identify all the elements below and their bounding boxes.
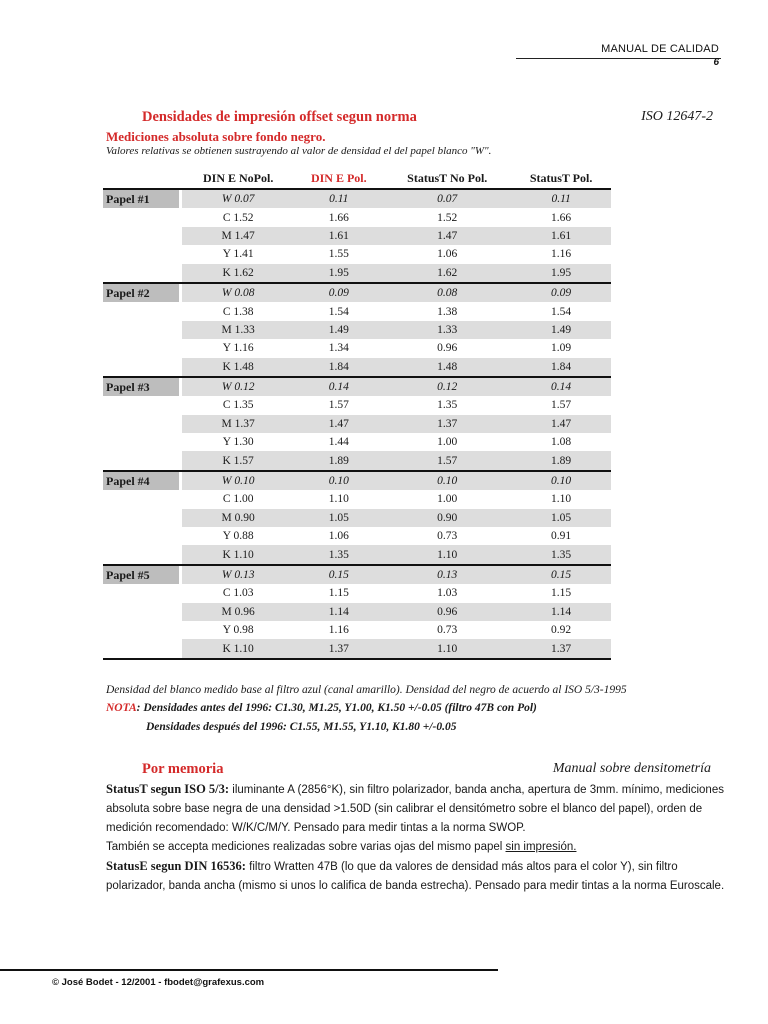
section-title: Densidades de impresión offset segun norma xyxy=(142,109,417,125)
density-cell: 1.47 xyxy=(511,415,611,433)
density-cell: 1.03 xyxy=(437,587,458,600)
paper-label-empty xyxy=(103,208,179,226)
density-cell: K 1.10 xyxy=(182,639,294,658)
sin-impresion-text: sin impresión. xyxy=(505,841,577,853)
table-row xyxy=(103,584,611,602)
density-cell: 0.14 xyxy=(511,377,611,396)
density-cell: 1.66 xyxy=(328,211,349,224)
density-cell: 0.73 xyxy=(437,530,458,543)
density-cell: 1.55 xyxy=(328,248,349,261)
density-cell: K 1.57 xyxy=(182,451,294,470)
paper-label: Papel #1 xyxy=(103,189,179,208)
density-cell: 1.57 xyxy=(383,451,511,470)
iso-reference: ISO 12647-2 xyxy=(641,109,713,124)
paper-label: Papel #2 xyxy=(103,283,179,302)
density-cell: 1.37 xyxy=(511,639,611,658)
density-cell: W 0.12 xyxy=(182,377,294,396)
note-antes-1996 xyxy=(106,702,537,714)
table-row xyxy=(103,415,611,433)
density-cell: Y 1.30 xyxy=(222,436,254,449)
density-cell: 0.92 xyxy=(551,624,572,637)
paper-label-empty xyxy=(103,639,179,658)
density-cell: W 0.08 xyxy=(182,283,294,302)
density-cell: 1.52 xyxy=(437,211,458,224)
density-cell: 0.09 xyxy=(511,283,611,302)
paper-label-empty xyxy=(103,302,179,320)
memoria-reference: Manual sobre densitometría xyxy=(552,761,711,776)
density-cell: 1.08 xyxy=(551,436,572,449)
density-cell: 1.05 xyxy=(294,509,383,527)
density-cell: 1.61 xyxy=(294,227,383,245)
paper-label-empty xyxy=(103,527,179,545)
paper-label: Papel #5 xyxy=(103,565,179,584)
density-cell: C 1.03 xyxy=(222,587,254,600)
table-row xyxy=(103,377,611,396)
paper-label-empty xyxy=(103,227,179,245)
paragraph-statust xyxy=(106,780,726,838)
density-cell: M 0.90 xyxy=(182,509,294,527)
density-cell: 0.10 xyxy=(294,471,383,490)
density-cell: 1.35 xyxy=(437,399,458,412)
density-cell: K 1.10 xyxy=(182,545,294,564)
density-cell: 1.95 xyxy=(294,264,383,283)
density-cell: 1.05 xyxy=(511,509,611,527)
paper-label-empty xyxy=(103,433,179,451)
paper-label-empty xyxy=(103,321,179,339)
paper-label-empty xyxy=(103,545,179,564)
table-row xyxy=(103,433,611,451)
table-row xyxy=(103,245,611,263)
density-cell: 1.38 xyxy=(437,305,458,318)
table-row xyxy=(103,189,611,208)
density-cell: C 1.52 xyxy=(222,211,254,224)
statust-heading: StatusT segun ISO 5/3: xyxy=(106,782,230,796)
density-cell: 0.96 xyxy=(437,342,458,355)
table-header-row xyxy=(103,168,611,189)
col-header-statust-pol: StatusT Pol. xyxy=(511,168,611,189)
statuse-text: filtro Wratten 47B (lo que da valores de densidad más altos para el color Y), sin filtro polarizador, banda ancha (mismo si unos lo califica de banda estrecha). Pensado para medir tintas a la norma Euroscale. xyxy=(106,861,725,892)
density-cell: 1.09 xyxy=(551,342,572,355)
paper-label-empty xyxy=(103,358,179,377)
density-cell: 0.15 xyxy=(511,565,611,584)
paper-label-empty xyxy=(103,603,179,621)
table-row xyxy=(103,227,611,245)
density-cell: 0.90 xyxy=(383,509,511,527)
density-cell: Y 1.41 xyxy=(222,248,254,261)
density-cell: 1.44 xyxy=(328,436,349,449)
density-cell: 1.10 xyxy=(383,639,511,658)
density-cell: 1.49 xyxy=(511,321,611,339)
density-cell: 0.96 xyxy=(383,603,511,621)
density-cell: 1.37 xyxy=(294,639,383,658)
density-cell: 1.34 xyxy=(328,342,349,355)
density-cell: 0.10 xyxy=(511,471,611,490)
density-cell: Y 1.16 xyxy=(222,342,254,355)
density-cell: 1.84 xyxy=(511,358,611,377)
table-row xyxy=(103,302,611,320)
col-header-din-e-nopol: DIN E NoPol. xyxy=(182,168,294,189)
statuse-heading: StatusE segun DIN 16536: xyxy=(106,859,246,873)
accepta-text: También se accepta mediciones realizadas sobre varias ojas del mismo papel xyxy=(106,841,506,853)
density-cell: 1.14 xyxy=(511,603,611,621)
footer-rule xyxy=(0,969,498,971)
table-row xyxy=(103,621,611,639)
memoria-title: Por memoria xyxy=(142,761,224,777)
density-cell: 1.62 xyxy=(383,264,511,283)
page-number: 6 xyxy=(713,57,719,68)
density-table xyxy=(103,168,611,660)
density-cell: 1.54 xyxy=(551,305,572,318)
density-cell: 1.37 xyxy=(383,415,511,433)
table-body xyxy=(103,189,611,659)
density-cell: 1.00 xyxy=(437,436,458,449)
density-cell: 1.57 xyxy=(551,399,572,412)
table-row xyxy=(103,603,611,621)
density-cell: 1.16 xyxy=(551,248,572,261)
table-row xyxy=(103,639,611,658)
table-row xyxy=(103,545,611,564)
density-cell: W 0.10 xyxy=(182,471,294,490)
density-cell: 1.47 xyxy=(383,227,511,245)
nota-label: NOTA xyxy=(106,702,137,714)
density-cell: M 1.37 xyxy=(182,415,294,433)
density-cell: Y 0.88 xyxy=(222,530,254,543)
note-antes-text: : Densidades antes del 1996: C1.30, M1.25, Y1.00, K1.50 +/-0.05 (filtro 47B con Pol) xyxy=(136,702,537,714)
table-row xyxy=(103,509,611,527)
paper-label-empty xyxy=(103,396,179,414)
density-cell: 1.54 xyxy=(328,305,349,318)
density-cell: 1.06 xyxy=(328,530,349,543)
density-cell: M 1.33 xyxy=(182,321,294,339)
density-cell: 1.61 xyxy=(511,227,611,245)
density-cell: 1.00 xyxy=(437,493,458,506)
density-cell: Y 0.98 xyxy=(222,624,254,637)
density-cell: 1.66 xyxy=(551,211,572,224)
memoria-body xyxy=(106,780,726,896)
density-cell: 1.15 xyxy=(328,587,349,600)
table-row xyxy=(103,451,611,470)
density-cell: 1.33 xyxy=(383,321,511,339)
density-cell: C 1.38 xyxy=(222,305,254,318)
paragraph-accepta xyxy=(106,838,726,857)
header-rule xyxy=(516,58,721,59)
density-cell: 1.49 xyxy=(294,321,383,339)
table-row xyxy=(103,471,611,490)
density-cell: W 0.07 xyxy=(182,189,294,208)
paper-label-empty xyxy=(103,415,179,433)
density-cell: 1.16 xyxy=(328,624,349,637)
density-cell: 1.84 xyxy=(294,358,383,377)
density-cell: 0.09 xyxy=(294,283,383,302)
density-cell: 1.14 xyxy=(294,603,383,621)
col-header-statust-nopol: StatusT No Pol. xyxy=(383,168,511,189)
paper-label-empty xyxy=(103,264,179,283)
section-note: Valores relativas se obtienen sustrayendo al valor de densidad el del papel blanco "W". xyxy=(106,145,492,157)
density-cell: 0.10 xyxy=(383,471,511,490)
density-cell: 1.89 xyxy=(294,451,383,470)
table-row xyxy=(103,490,611,508)
paper-label-empty xyxy=(103,451,179,470)
section-subtitle: Mediciones absoluta sobre fondo negro. xyxy=(106,129,326,144)
table-row xyxy=(103,527,611,545)
paper-label-empty xyxy=(103,339,179,357)
density-cell: 1.10 xyxy=(383,545,511,564)
density-cell: M 0.96 xyxy=(182,603,294,621)
table-row xyxy=(103,396,611,414)
paper-label: Papel #4 xyxy=(103,471,179,490)
col-header-din-e-pol: DIN E Pol. xyxy=(294,168,383,189)
density-cell: 1.47 xyxy=(294,415,383,433)
table-row xyxy=(103,565,611,584)
table-row xyxy=(103,321,611,339)
density-cell: 1.57 xyxy=(328,399,349,412)
paper-label-empty xyxy=(103,509,179,527)
density-cell: 1.15 xyxy=(551,587,572,600)
density-cell: K 1.62 xyxy=(182,264,294,283)
header-blank xyxy=(103,168,179,189)
table-row xyxy=(103,339,611,357)
density-cell: 0.11 xyxy=(511,189,611,208)
density-cell: 0.91 xyxy=(551,530,572,543)
density-cell: 1.10 xyxy=(328,493,349,506)
density-cell: 1.35 xyxy=(511,545,611,564)
table-row xyxy=(103,208,611,226)
density-cell: 0.13 xyxy=(383,565,511,584)
footer-copyright: © José Bodet - 12/2001 - fbodet@grafexus.com xyxy=(52,977,265,988)
density-cell: 1.10 xyxy=(551,493,572,506)
density-cell: 1.95 xyxy=(511,264,611,283)
table-row xyxy=(103,283,611,302)
paper-label-empty xyxy=(103,584,179,602)
density-cell: 1.89 xyxy=(511,451,611,470)
note-blanco: Densidad del blanco medido base al filtro azul (canal amarillo). Densidad del negro de acuerdo al ISO 5/3-1995 xyxy=(106,684,627,696)
density-cell: 0.73 xyxy=(437,624,458,637)
density-cell: 0.11 xyxy=(294,189,383,208)
table-row xyxy=(103,264,611,283)
density-cell: 0.14 xyxy=(294,377,383,396)
table-row xyxy=(103,358,611,377)
paper-label: Papel #3 xyxy=(103,377,179,396)
density-cell: 1.48 xyxy=(383,358,511,377)
density-cell: K 1.48 xyxy=(182,358,294,377)
density-cell: 1.35 xyxy=(294,545,383,564)
density-cell: 0.12 xyxy=(383,377,511,396)
statust-text: iluminante A (2856°K), sin filtro polarizador, banda ancha, apertura de 3mm. mínimo, mediciones absoluta sobre base negra de una densidad >1.50D (sin calibrar el densitómetro sobre el blanco del papel), orden de medición recomendado: W/K/C/M/Y. Pensado para medir tintas a la norma SWOP. xyxy=(106,784,724,834)
note-despues-1996: Densidades después del 1996: C1.55, M1.55, Y1.10, K1.80 +/-0.05 xyxy=(146,721,457,733)
density-cell: M 1.47 xyxy=(182,227,294,245)
paper-label-empty xyxy=(103,245,179,263)
paper-label-empty xyxy=(103,490,179,508)
paragraph-statuse xyxy=(106,857,726,896)
density-cell: 1.06 xyxy=(437,248,458,261)
density-cell: W 0.13 xyxy=(182,565,294,584)
density-cell: 0.07 xyxy=(383,189,511,208)
paper-label-empty xyxy=(103,621,179,639)
density-cell: C 1.35 xyxy=(222,399,254,412)
header-title: MANUAL DE CALIDAD xyxy=(601,43,719,55)
density-cell: 0.08 xyxy=(383,283,511,302)
density-cell: 0.15 xyxy=(294,565,383,584)
density-cell: C 1.00 xyxy=(222,493,254,506)
